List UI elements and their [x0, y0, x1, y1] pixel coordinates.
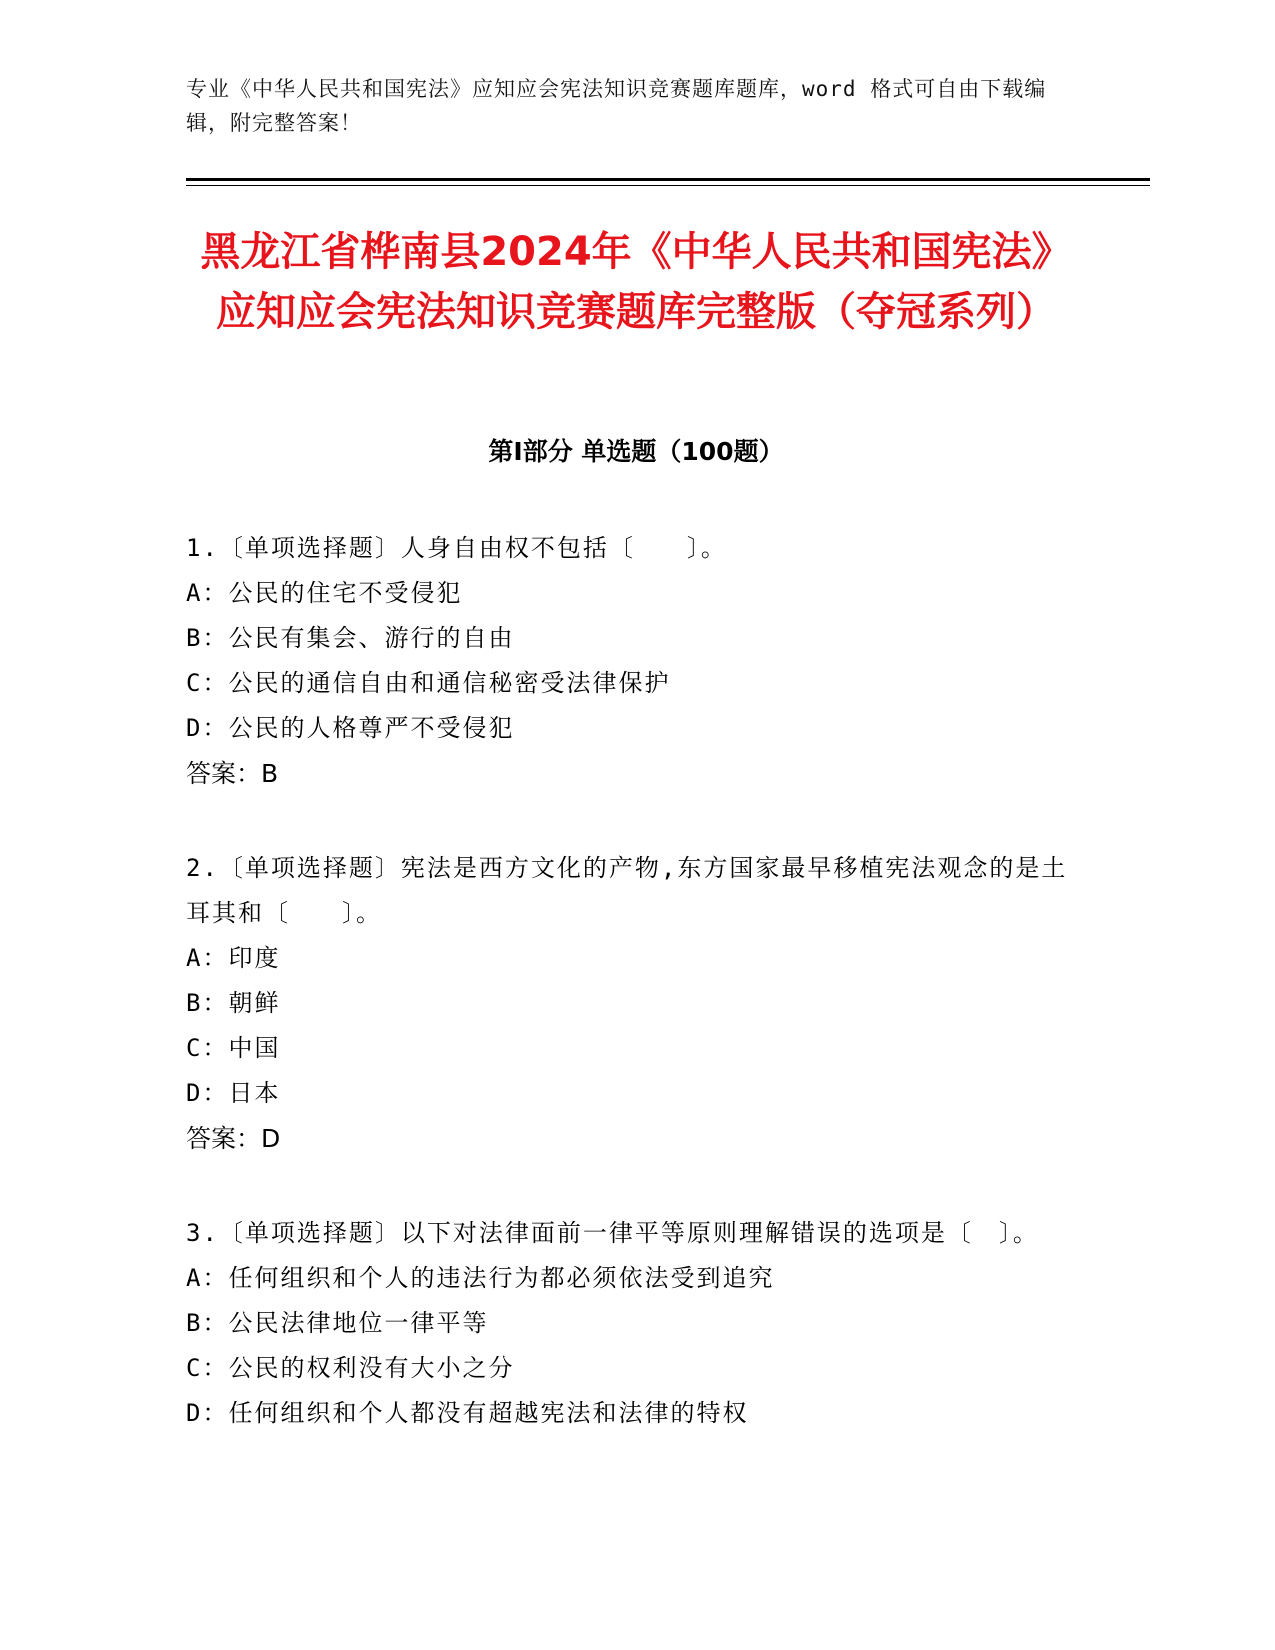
option-b: B：公民法律地位一律平等: [186, 1309, 489, 1337]
answer: 答案：B: [186, 759, 279, 788]
question-stem: 3.〔单项选择题〕以下对法律面前一律平等原则理解错误的选项是〔 〕。: [186, 1219, 1039, 1247]
question-item: [186, 1211, 1086, 1436]
option-b: B：朝鲜: [186, 989, 281, 1017]
document-title: 黑龙江省桦南县2024年《中华人民共和国宪法》应知应会宪法知识竞赛题库完整版（夺冠系列）: [200, 229, 1072, 335]
option-b: B：公民有集会、游行的自由: [186, 624, 515, 652]
question-item: [186, 846, 1086, 1161]
question-stem: 1.〔单项选择题〕人身自由权不包括〔 〕。: [186, 534, 727, 562]
header-divider-thick: [186, 178, 1150, 181]
section-title: 第Ⅰ部分 单选题（100题）: [488, 437, 784, 466]
answer: 答案：D: [186, 1124, 281, 1153]
option-a: A：公民的住宅不受侵犯: [186, 579, 463, 607]
header-divider-thin: [186, 185, 1150, 186]
question-stem: 2.〔单项选择题〕宪法是西方文化的产物,东方国家最早移植宪法观念的是土耳其和〔 〕。: [186, 854, 1068, 927]
option-a: A：任何组织和个人的违法行为都必须依法受到追究: [186, 1264, 775, 1292]
option-d: D：日本: [186, 1079, 281, 1107]
option-c: C：公民的权利没有大小之分: [186, 1354, 515, 1382]
header-note: 专业《中华人民共和国宪法》应知应会宪法知识竞赛题库题库，word 格式可自由下载编辑，附完整答案！: [186, 77, 1047, 135]
option-c: C：中国: [186, 1034, 281, 1062]
option-a: A：印度: [186, 944, 281, 972]
option-d: D：公民的人格尊严不受侵犯: [186, 714, 515, 742]
question-list: [186, 526, 1086, 1486]
option-d: D：任何组织和个人都没有超越宪法和法律的特权: [186, 1399, 749, 1427]
option-c: C：公民的通信自由和通信秘密受法律保护: [186, 669, 671, 697]
question-item: [186, 526, 1086, 796]
